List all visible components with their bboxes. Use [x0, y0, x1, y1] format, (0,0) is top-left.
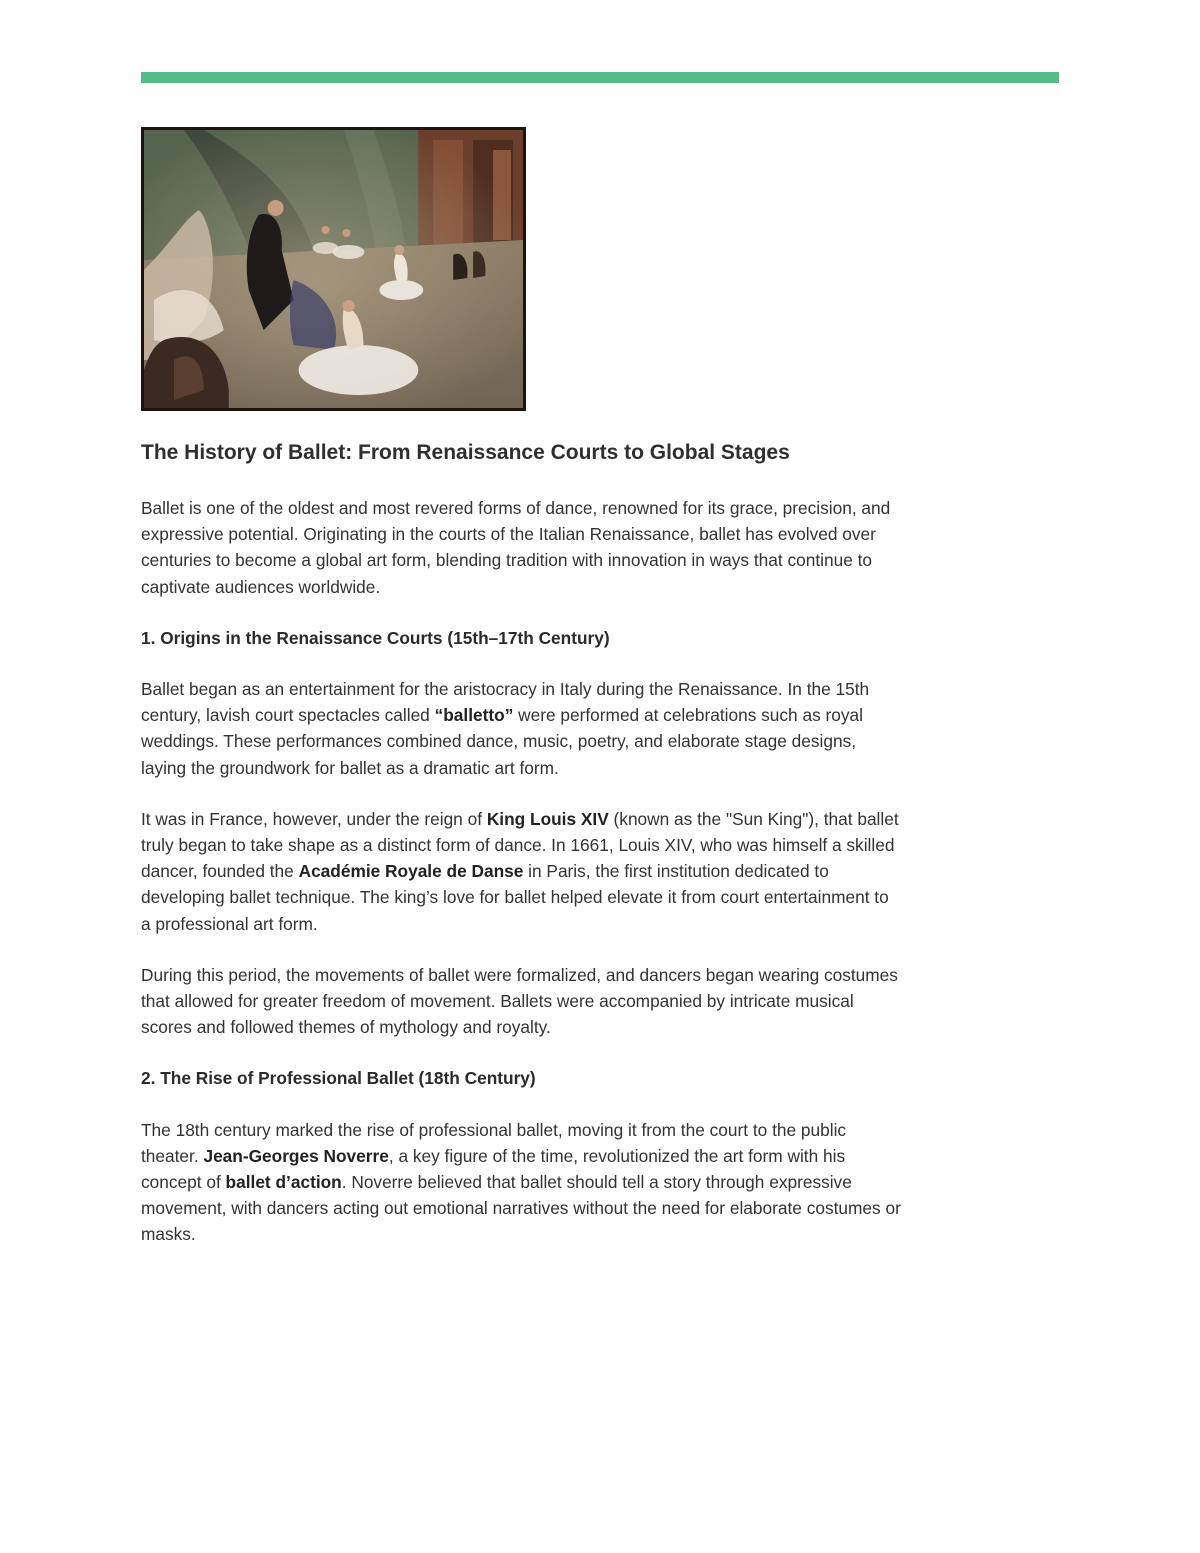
section-heading-origins: 1. Origins in the Renaissance Courts (15th–17th Century) — [141, 627, 610, 648]
intro-paragraph: Ballet is one of the oldest and most revered forms of dance, renowned for its grace, precision, and expressive potential. Originating in the courts of the Italian Renaissance, ballet has evolved over centuries to become a global art form, blending tradition with innovation in ways that continue to captivate audiences worldwide. — [141, 498, 891, 597]
professional-paragraph-1: The 18th century marked the rise of professional ballet, moving it from the court to the public theater. Jean-Georges Noverre, a key figure of the time, revolutionized the art form with his concept of ballet d’action. Noverre believed that ballet should tell a story through expressive movement, with dancers acting out emotional narratives without the need for elaborate costumes or masks. — [141, 1119, 901, 1245]
article-title: The History of Ballet: From Renaissance Courts to Global Stages — [141, 441, 790, 464]
louis-xiv-name: King Louis XIV — [486, 808, 609, 829]
ballet-daction-term: ballet d’action — [225, 1172, 342, 1193]
painting-illustration — [144, 130, 523, 408]
article-body — [141, 438, 901, 1273]
ballet-rehearsal-painting — [141, 127, 526, 411]
accent-rule — [141, 72, 1059, 83]
origins-paragraph-2: It was in France, however, under the reign of King Louis XIV (known as the "Sun King"), that ballet truly began to take shape as a distinct form of dance. In 1661, Louis XIV, who was himself a skilled dancer, founded the Académie Royale de Danse in Paris, the first institution dedicated to developing ballet technique. The king’s love for ballet helped elevate it from court entertainment to a professional art form. — [141, 808, 899, 934]
academie-name: Académie Royale de Danse — [298, 861, 524, 882]
balletto-term: “balletto” — [434, 705, 514, 726]
noverre-name: Jean-Georges Noverre — [203, 1145, 389, 1166]
origins-paragraph-1: Ballet began as an entertainment for the aristocracy in Italy during the Renaissance. In the 15th century, lavish court spectacles called “balletto” were performed at celebrations such as royal weddings. These performances combined dance, music, poetry, and elaborate stage designs, laying the groundwork for ballet as a dramatic art form. — [141, 679, 870, 778]
section-heading-professional: 2. The Rise of Professional Ballet (18th Century) — [141, 1068, 536, 1089]
origins-paragraph-3: During this period, the movements of ballet were formalized, and dancers began wearing costumes that allowed for greater freedom of movement. Ballets were accompanied by intricate musical scores and followed themes of mythology and royalty. — [141, 964, 898, 1038]
